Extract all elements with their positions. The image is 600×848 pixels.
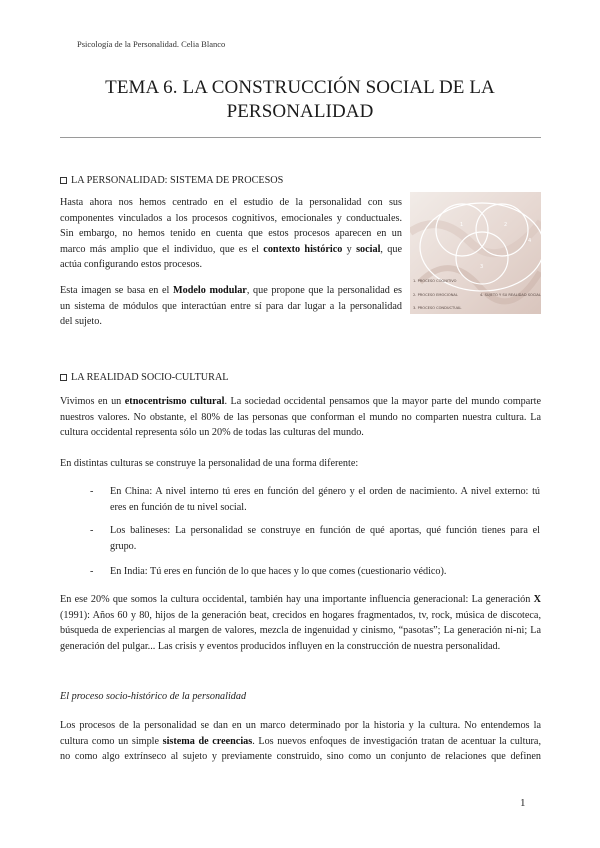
figure-label: 4. SUJETO Y SU REALIDAD SOCIAL bbox=[480, 293, 541, 297]
section-heading-socio-historico: El proceso socio-histórico de la personalidad bbox=[60, 691, 247, 702]
svg-text:3: 3 bbox=[480, 264, 484, 270]
text-line: Esta imagen se basa en el Modelo modular, que propone que la personalidad es bbox=[60, 285, 402, 296]
paragraph-procesos bbox=[60, 195, 402, 273]
bullet-square-icon bbox=[60, 177, 67, 184]
modular-model-figure bbox=[410, 192, 541, 314]
text-line: cultura como un simple sistema de creencias. Los nuevos enfoques de investigación tratan de acentuar la cultura, bbox=[60, 735, 542, 747]
bold-term: social bbox=[356, 243, 381, 255]
bold-term: sistema de creencias bbox=[162, 735, 253, 747]
section-heading-socio-cultural bbox=[60, 372, 229, 383]
figure-label: 2. PROCESO EMOCIONAL bbox=[413, 293, 458, 297]
text-line: En ese 20% que somos la cultura occidental, también hay una importante influencia generacional: La generación X bbox=[60, 594, 541, 605]
text-line: cultura occidental representa sólo un 20% de todas las culturas del mundo. bbox=[60, 427, 364, 439]
paragraph-socio-historico bbox=[60, 718, 541, 765]
text-line: Sin embargo, no hemos tenido en cuenta que estos procesos aparecen en un bbox=[60, 228, 402, 240]
running-header: Psicología de la Personalidad. Celia Blanco bbox=[77, 39, 226, 49]
figure-label: 3. PROCESO CONDUCTUAL bbox=[413, 306, 462, 310]
text-line: Vivimos en un etnocentrismo cultural. La sociedad occidental pensamos que la mayor parte del mundo comparte bbox=[60, 396, 542, 407]
bold-term: contexto histórico bbox=[263, 243, 343, 255]
text-line: Los balineses: La personalidad se construye en función de qué aportas, qué función tienes para el bbox=[110, 525, 540, 536]
text-line: actúa configurando estos procesos. bbox=[60, 259, 203, 271]
list-dash: - bbox=[90, 566, 94, 577]
paragraph-etnocentrismo bbox=[60, 394, 541, 441]
title-line-2: PERSONALIDAD bbox=[226, 101, 374, 122]
text-line: Hasta ahora nos hemos centrado en el estudio de la personalidad con sus bbox=[60, 197, 402, 208]
page-title bbox=[60, 76, 540, 124]
text-line: eres en función de tu nivel social. bbox=[110, 501, 247, 513]
text-line: En China: A nivel interno tú eres en función del género y el orden de nacimiento. A nivel externo: tú bbox=[110, 486, 540, 497]
text-line: (1991): Años 60 y 80, hijos de la generación beat, crecidos en hogares fragmentados, tv, rock, música de discoteca, bbox=[60, 609, 541, 621]
paragraph-modelo-modular bbox=[60, 283, 402, 330]
text-line: grupo. bbox=[110, 540, 137, 552]
bold-term: X bbox=[533, 594, 541, 605]
text-line: nuestros valores. No obstante, el 80% de las personas que conforman el mundo no comparten nuestra cultura. La bbox=[60, 411, 541, 423]
figure-label: 1. PROCESO COGNITIVO bbox=[413, 279, 457, 283]
title-line-1: TEMA 6. LA CONSTRUCCIÓN SOCIAL DE LA bbox=[105, 77, 495, 98]
text-line: Los procesos de la personalidad se dan en un marco determinado por la historia y la cultura. No entendemos la bbox=[60, 720, 541, 731]
svg-text:4: 4 bbox=[528, 238, 532, 244]
paragraph-generaciones bbox=[60, 592, 541, 654]
title-divider bbox=[60, 137, 541, 138]
bold-term: etnocentrismo cultural bbox=[124, 396, 225, 407]
page-number: 1 bbox=[520, 797, 526, 809]
text-line: del sujeto. bbox=[60, 316, 102, 328]
text-line: En India: Tú eres en función de lo que haces y lo que comes (cuestionario védico). bbox=[110, 566, 447, 577]
section-heading-text: LA PERSONALIDAD: SISTEMA DE PROCESOS bbox=[71, 175, 284, 186]
svg-text:1: 1 bbox=[460, 222, 464, 228]
text-line: generación del pulgar... Las crisis y eventos producidos influyen en la construcción de nuestra personalidad. bbox=[60, 640, 501, 652]
text-line: marco más amplio que el individuo, que es el contexto histórico y social, que bbox=[60, 243, 402, 255]
text-line: componentes vinculados a los procesos cognitivos, emocionales y conductuales. bbox=[60, 212, 402, 224]
list-dash: - bbox=[90, 486, 94, 497]
bullet-square-icon bbox=[60, 374, 67, 381]
text-line: no como algo extrínseco al sujeto y previamente construido, sino como un conjunto de relaciones que definen bbox=[60, 751, 541, 763]
section-heading-text: LA REALIDAD SOCIO-CULTURAL bbox=[71, 372, 229, 383]
bold-term: Modelo modular bbox=[173, 285, 247, 296]
section-heading-procesos bbox=[60, 175, 283, 186]
list-dash: - bbox=[90, 525, 94, 536]
text-line: búsqueda de experiencias al margen de valores, mezcla de ingenuidad y cinismo, “pasotas”; La generación ni-ni; La bbox=[60, 625, 541, 637]
text-line: un sistema de módulos que interactúan entre sí para dar lugar a la personalidad bbox=[60, 300, 402, 312]
paragraph-culturas: En distintas culturas se construye la personalidad de una forma diferente: bbox=[60, 458, 359, 469]
svg-text:2: 2 bbox=[504, 222, 508, 228]
